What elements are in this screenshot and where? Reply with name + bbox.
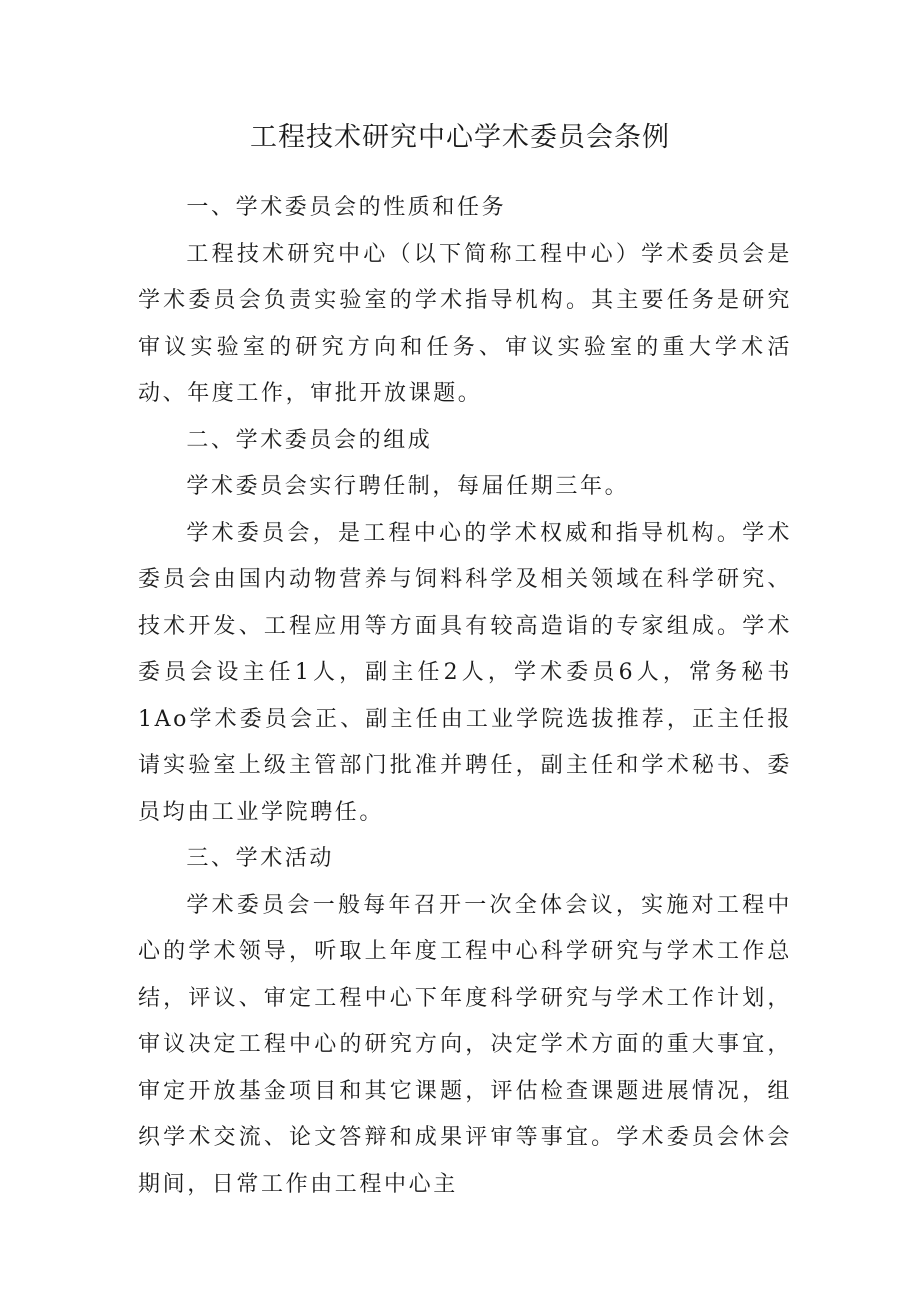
document-body: [138, 185, 792, 1208]
paragraph-appointment: 学术委员会实行聘任制，每届任期三年。: [186, 474, 630, 499]
paragraph-nature-and-tasks: 工程技术研究中心（以下简称工程中心）学术委员会是学术委员会负责实验室的学术指导机构。其主要任务是研究审议实验室的研究方向和任务、审议实验室的重大学术活动、年度工作，审批开放课题。: [138, 241, 792, 406]
document-title: 工程技术研究中心学术委员会条例: [250, 122, 670, 153]
paragraph-academic-activities: 学术委员会一般每年召开一次全体会议，实施对工程中心的学术领导，听取上年度工程中心科学研究与学术工作总结，评议、审定工程中心下年度科学研究与学术工作计划，审议决定工程中心的研究方向，决定学术方面的重大事宜，审定开放基金项目和其它课题，评估检查课题进展情况，组织学术交流、论文答辩和成果评审等事宜。学术委员会休会期间，日常工作由工程中心主: [138, 892, 792, 1197]
section-heading-1: 一、学术委员会的性质和任务: [186, 195, 507, 220]
paragraph-composition: 学术委员会，是工程中心的学术权威和指导机构。学术委员会由国内动物营养与饲料科学及相关领域在科学研究、技术开发、工程应用等方面具有较高造诣的专家组成。学术委员会设主任1人，副主任2人，学术委员6人，常务秘书1Ao学术委员会正、副主任由工业学院选拔推荐，正主任报请实验室上级主管部门批准并聘任，副主任和学术秘书、委员均由工业学院聘任。: [138, 520, 792, 825]
section-heading-2: 二、学术委员会的组成: [186, 427, 433, 453]
section-heading-3: 三、学术活动: [186, 846, 334, 871]
